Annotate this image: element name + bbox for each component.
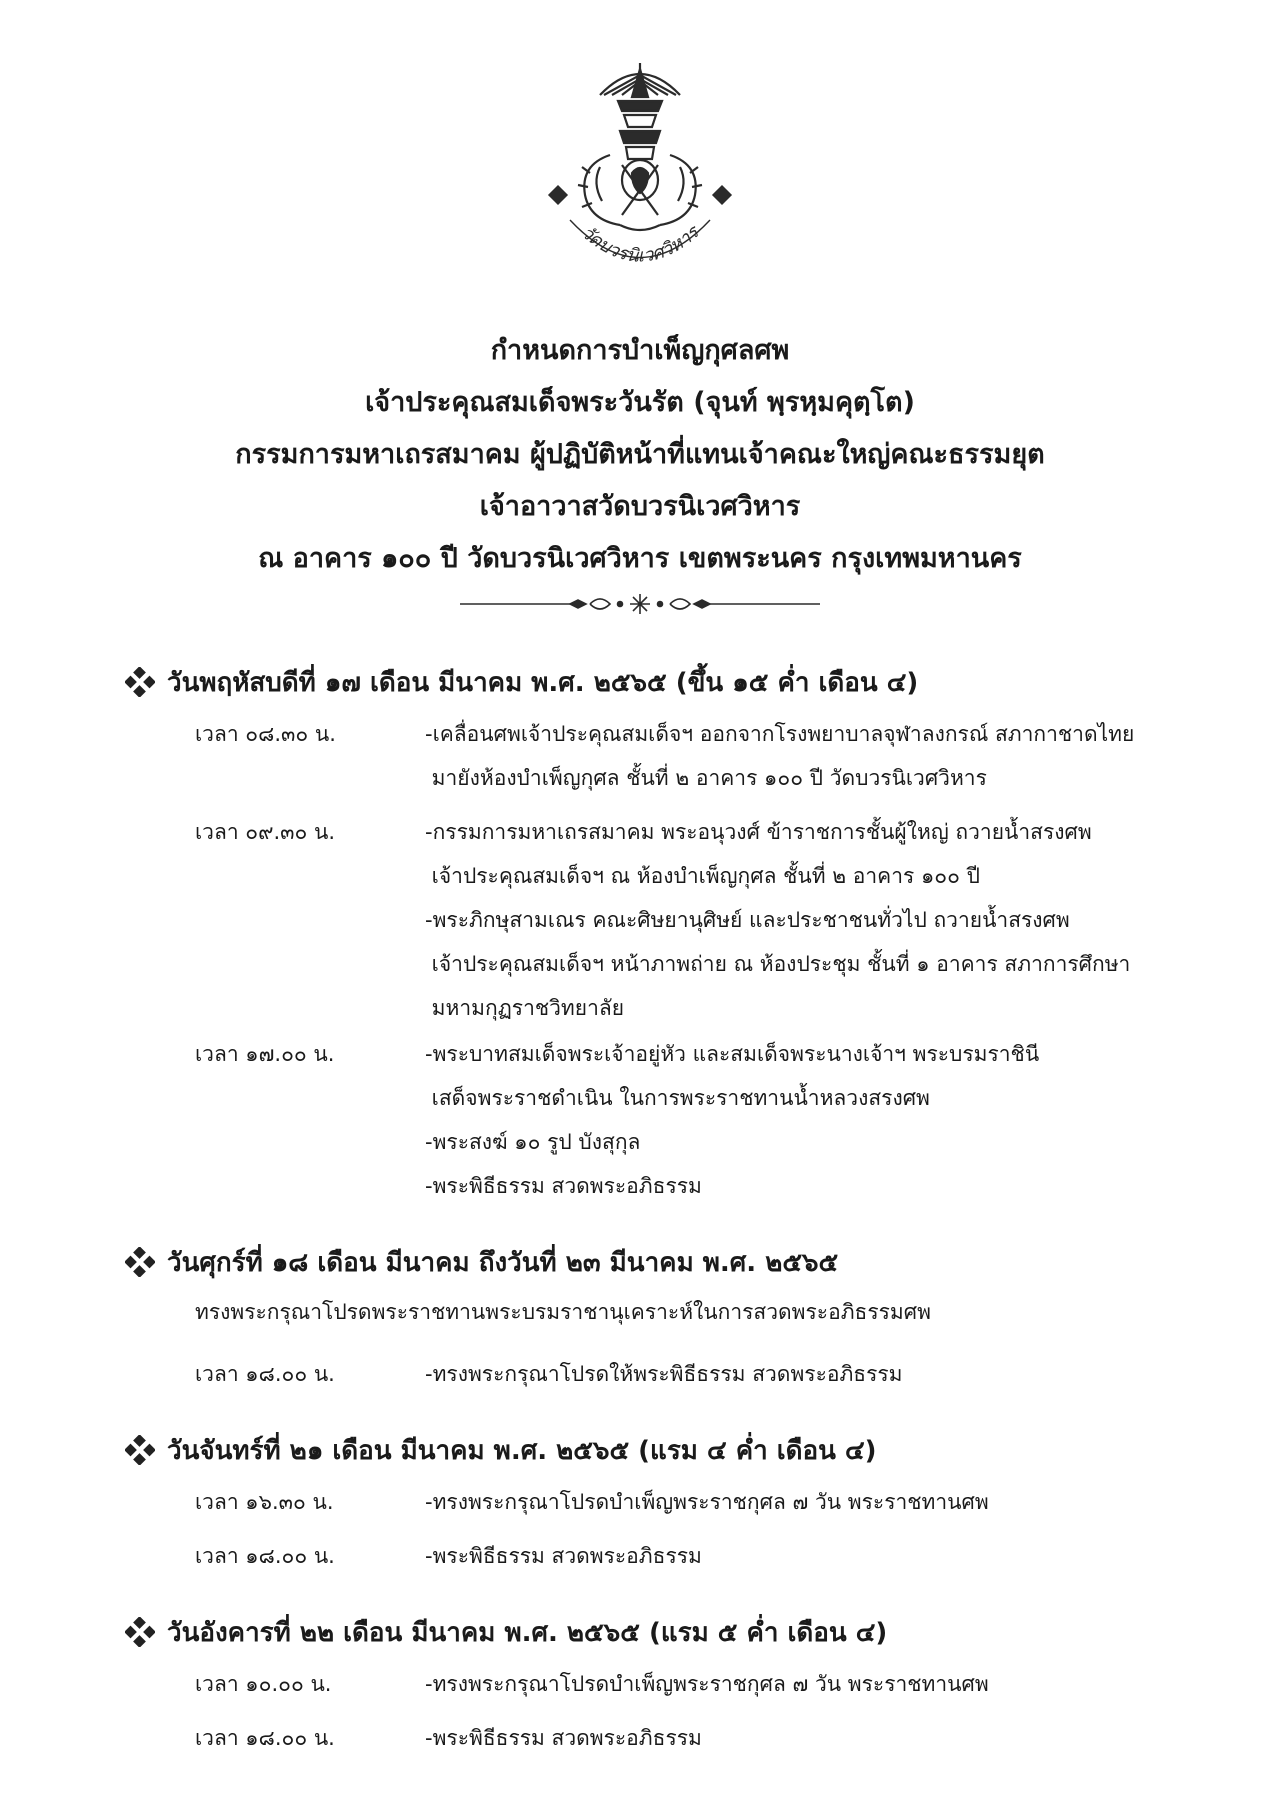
title-line: ณ อาคาร ๑๐๐ ปี วัดบวรนิเวศวิหาร เขตพระนคร กรุงเทพมหานคร: [258, 543, 1022, 574]
entry-description: [425, 1352, 1255, 1396]
section-heading: [125, 1240, 838, 1284]
section-heading-text: วันศุกร์ที่ ๑๘ เดือน มีนาคม ถึงวันที่ ๒๓ มีนาคม พ.ศ. ๒๕๖๕: [167, 1247, 839, 1278]
section-heading-text: วันจันทร์ที่ ๒๑ เดือน มีนาคม พ.ศ. ๒๕๖๕ (แรม ๔ ค่ำ เดือน ๔): [167, 1435, 877, 1466]
entry-description: [425, 1716, 1255, 1760]
diamond-bullet-icon: [125, 1247, 155, 1277]
entry-description: [425, 1032, 1255, 1208]
section-heading-text: วันพฤหัสบดีที่ ๑๗ เดือน มีนาคม พ.ศ. ๒๕๖๕ (ขึ้น ๑๕ ค่ำ เดือน ๔): [167, 667, 919, 698]
diamond-bullet-icon: [125, 1435, 155, 1465]
entry-description: [425, 810, 1255, 1030]
document-title: [100, 325, 1180, 585]
diamond-bullet-icon: [125, 1617, 155, 1647]
entry-description-line: -พระพิธีธรรม สวดพระอภิธรรม: [425, 1726, 702, 1750]
entry-description: [425, 712, 1255, 800]
entry-description-line: -พระบาทสมเด็จพระเจ้าอยู่หัว และสมเด็จพระนางเจ้าฯ พระบรมราชินี: [425, 1042, 1040, 1066]
title-line: เจ้าประคุณสมเด็จพระวันรัต (จุนท์ พฺรหฺมคุตฺโต): [365, 387, 915, 418]
svg-text:วัดบวรนิเวศวิหาร: [577, 221, 705, 267]
entry-description: [425, 1662, 1255, 1706]
entry-description-line: -กรรมการมหาเถรสมาคม พระอนุวงศ์ ข้าราชการชั้นผู้ใหญ่ ถวายน้ำสรงศพ: [425, 820, 1092, 844]
entry-description-line: -พระสงฆ์ ๑๐ รูป บังสุกุล: [425, 1130, 641, 1154]
entry-description-line: -ทรงพระกรุณาโปรดให้พระพิธีธรรม สวดพระอภิธรรม: [425, 1362, 903, 1386]
entry-description-line: เจ้าประคุณสมเด็จฯ หน้าภาพถ่าย ณ ห้องประชุม ชั้นที่ ๑ อาคาร สภาการศึกษา: [425, 952, 1131, 976]
entry-time: เวลา ๑๘.๐๐ น.: [195, 1362, 335, 1386]
entry-description-line: เจ้าประคุณสมเด็จฯ ณ ห้องบำเพ็ญกุศล ชั้นที่ ๒ อาคาร ๑๐๐ ปี: [425, 864, 980, 888]
entry-time: เวลา ๑๘.๐๐ น.: [195, 1726, 335, 1750]
diamond-bullet-icon: [125, 667, 155, 697]
entry-description-line: -พระภิกษุสามเณร คณะศิษยานุศิษย์ และประชาชนทั่วไป ถวายน้ำสรงศพ: [425, 908, 1070, 932]
entry-description-line: -เคลื่อนศพเจ้าประคุณสมเด็จฯ ออกจากโรงพยาบาลจุฬาลงกรณ์ สภากาชาดไทย: [425, 722, 1135, 746]
section-heading: [125, 1610, 887, 1654]
ornament-divider-icon: [460, 592, 820, 616]
entry-description-line: -ทรงพระกรุณาโปรดบำเพ็ญพระราชกุศล ๗ วัน พระราชทานศพ: [425, 1672, 989, 1696]
entry-time: เวลา ๑๗.๐๐ น.: [195, 1042, 335, 1066]
section-heading-text: วันอังคารที่ ๒๒ เดือน มีนาคม พ.ศ. ๒๕๖๕ (แรม ๕ ค่ำ เดือน ๔): [167, 1617, 888, 1648]
section-note: ทรงพระกรุณาโปรดพระราชทานพระบรมราชานุเคราะห์ในการสวดพระอภิธรรมศพ: [195, 1300, 931, 1324]
entry-description-line: -พระพิธีธรรม สวดพระอภิธรรม: [425, 1174, 702, 1198]
emblem-text: วัดบวรนิเวศวิหาร: [577, 222, 703, 267]
section-heading: [125, 660, 918, 704]
title-line: กำหนดการบำเพ็ญกุศลศพ: [490, 335, 790, 366]
section-heading: [125, 1428, 877, 1472]
entry-time: เวลา ๑๐.๐๐ น.: [195, 1672, 332, 1696]
entry-description: [425, 1534, 1255, 1578]
entry-time: เวลา ๑๖.๓๐ น.: [195, 1490, 334, 1514]
entry-description-line: มายังห้องบำเพ็ญกุศล ชั้นที่ ๒ อาคาร ๑๐๐ ปี วัดบวรนิเวศวิหาร: [425, 766, 987, 790]
temple-crest-icon: [540, 55, 740, 295]
title-line: เจ้าอาวาสวัดบวรนิเวศวิหาร: [479, 491, 801, 522]
entry-description-line: เสด็จพระราชดำเนิน ในการพระราชทานน้ำหลวงสรงศพ: [425, 1086, 930, 1110]
entry-time: เวลา ๑๘.๐๐ น.: [195, 1544, 335, 1568]
entry-description-line: -พระพิธีธรรม สวดพระอภิธรรม: [425, 1544, 702, 1568]
title-line: กรรมการมหาเถรสมาคม ผู้ปฏิบัติหน้าที่แทนเจ้าคณะใหญ่คณะธรรมยุต: [235, 439, 1045, 470]
entry-description-line: มหามกุฏราชวิทยาลัย: [425, 996, 625, 1020]
entry-description: [425, 1480, 1255, 1524]
entry-time: เวลา ๐๙.๓๐ น.: [195, 820, 336, 844]
entry-description-line: -ทรงพระกรุณาโปรดบำเพ็ญพระราชกุศล ๗ วัน พระราชทานศพ: [425, 1490, 989, 1514]
entry-time: เวลา ๐๘.๓๐ น.: [195, 722, 336, 746]
